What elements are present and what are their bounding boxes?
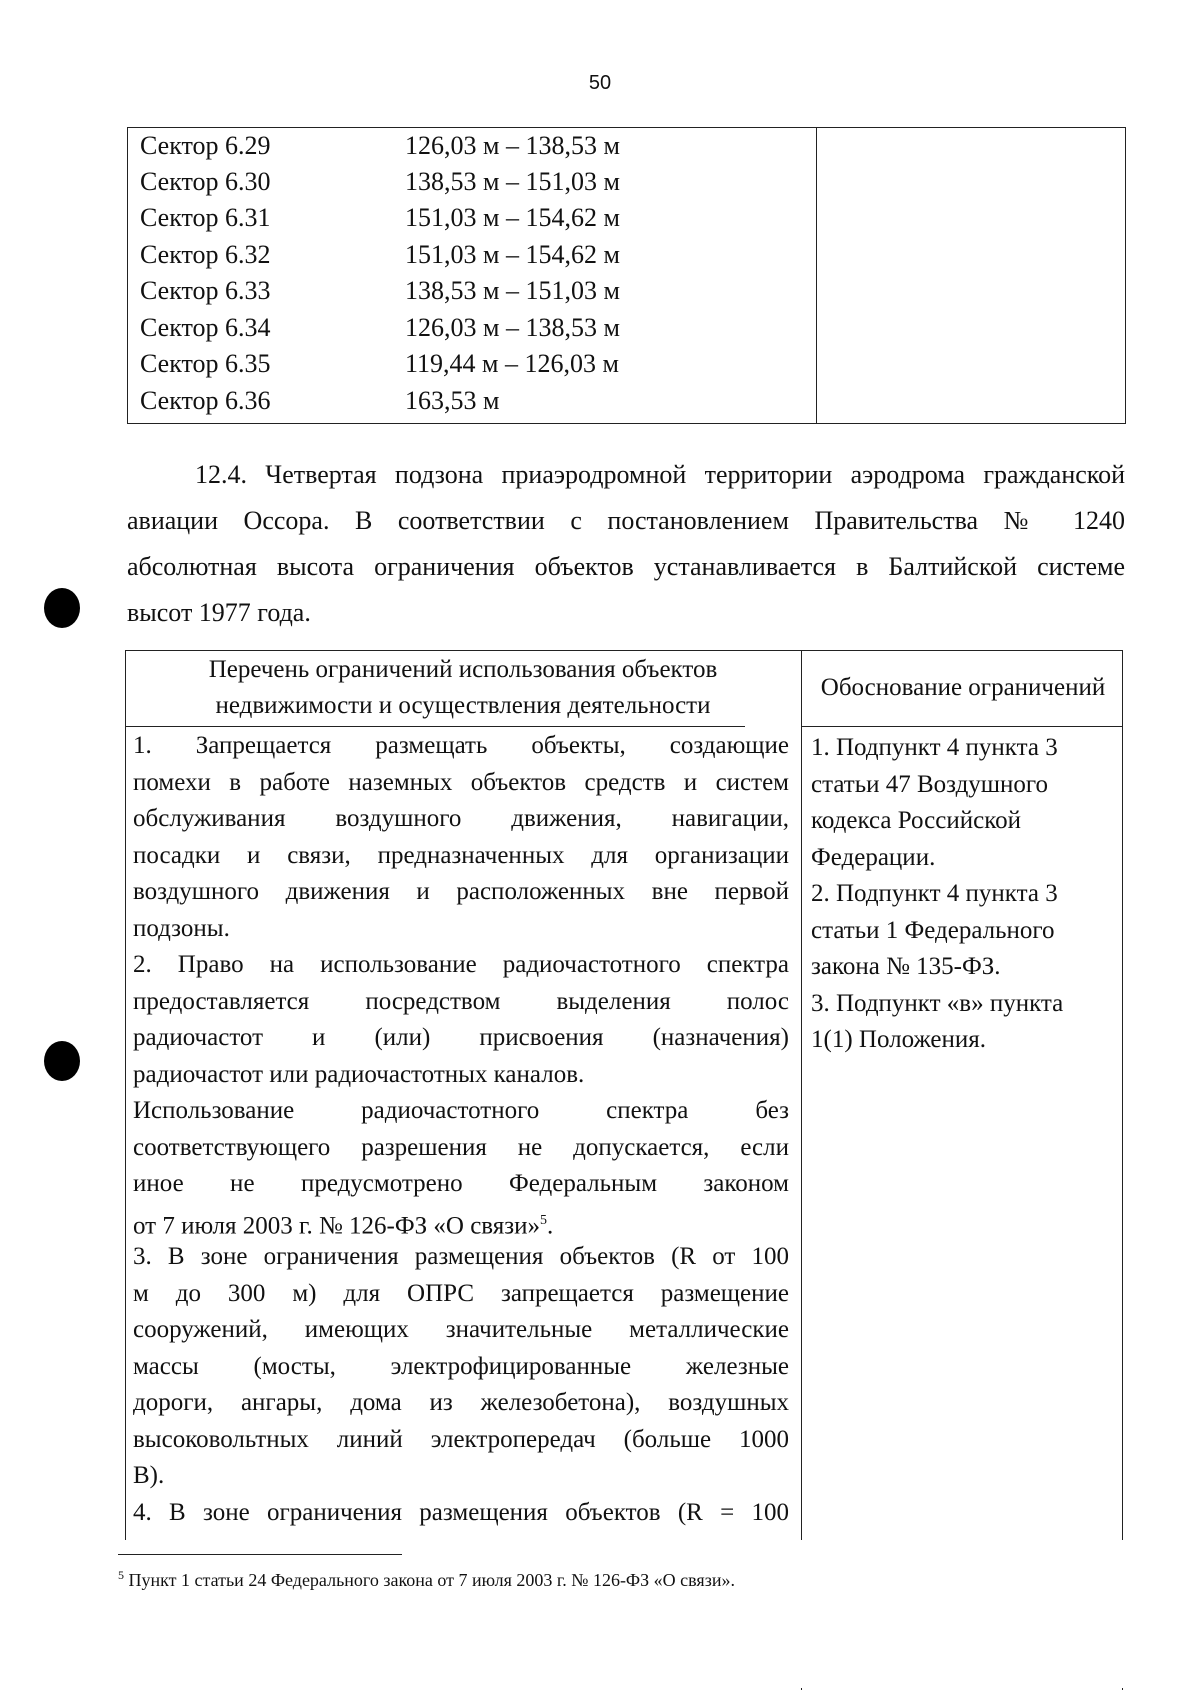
restriction-line-text: от 7 июля 2003 г. № 126-ФЗ «О связи» [133, 1211, 541, 1239]
justification-line: статьи 1 Федерального [811, 916, 1055, 944]
restriction-line: подзоны. [133, 914, 230, 942]
header-line: недвижимости и осуществления деятельности [215, 692, 711, 719]
justification-line: 1(1) Положения. [811, 1026, 987, 1053]
page-footer-area [0, 1540, 1200, 1688]
restriction-line: Использование радиочастотного спектра без [133, 1097, 789, 1124]
restrictions-table [125, 650, 1125, 1690]
sector-range: 126,03 м – 138,53 м [405, 313, 620, 342]
page-number: 50 [588, 72, 612, 94]
restriction-line: 2. Право на использование радиочастотного спектра [133, 951, 789, 978]
sector-name: Сектор 6.36 [140, 386, 271, 415]
sector-range: 138,53 м – 151,03 м [405, 167, 620, 196]
sector-name: Сектор 6.32 [140, 240, 271, 269]
restriction-line: радиочастот или радиочастотных каналов. [133, 1060, 585, 1088]
restriction-line: 3. В зоне ограничения размещения объектов (R от 100 [133, 1243, 789, 1270]
restriction-line: воздушного движения и расположенных вне первой [133, 878, 789, 905]
sector-name: Сектор 6.33 [140, 276, 271, 305]
justification-line: закона № 135-ФЗ. [811, 953, 1001, 980]
paragraph-line: высот 1977 года. [127, 598, 311, 627]
sector-range: 119,44 м – 126,03 м [405, 349, 619, 378]
justification-line: 3. Подпункт «в» пункта [811, 989, 1064, 1017]
sectors-table [127, 127, 1126, 424]
restriction-line: массы (мосты, электрофицированные железные [133, 1352, 789, 1380]
footnote-reference: 5 [540, 1212, 548, 1228]
restriction-line: помехи в работе наземных объектов средств и систем [133, 768, 789, 796]
header-line: Перечень ограничений использования объектов [208, 656, 718, 683]
justification-line: статьи 47 Воздушного [811, 770, 1049, 798]
restriction-line: сооружений, имеющих значительные металлические [133, 1316, 789, 1343]
sector-range: 151,03 м – 154,62 м [405, 203, 620, 232]
restriction-line-with-footnote: от 7 июля 2003 г. № 126-ФЗ «О связи»$^5$. [133, 1211, 554, 1239]
justification-line: Федерации. [811, 843, 936, 871]
restriction-line: обслуживания воздушного движения, навигации, [133, 805, 789, 832]
sector-range: 138,53 м – 151,03 м [405, 276, 620, 305]
section-paragraph [127, 452, 1125, 636]
restriction-line: радиочастот и (или) присвоения (назначения) [133, 1024, 789, 1051]
restriction-line: В). [133, 1462, 165, 1489]
justification-line: 2. Подпункт 4 пункта 3 [811, 880, 1058, 907]
sector-name: Сектор 6.31 [140, 203, 271, 232]
column-header-justification: Обоснование ограничений [820, 674, 1106, 701]
paragraph-line: абсолютная высота ограничения объектов устанавливается в Балтийской системе [127, 552, 1125, 581]
paragraph-line: 12.4. Четвертая подзона приаэродромной территории аэродрома гражданской [195, 460, 1125, 489]
footnote-separator [118, 1554, 402, 1555]
justification-line: кодекса Российской [811, 807, 1021, 834]
restriction-line: м до 300 м) для ОПРС запрещается размещение [133, 1279, 789, 1307]
footnote [118, 1568, 735, 1591]
sector-range: 163,53 м [405, 386, 500, 415]
sector-name: Сектор 6.35 [140, 349, 271, 378]
sector-name: Сектор 6.30 [140, 167, 271, 196]
paragraph-line: авиации Оссора. В соответствии с постановлением Правительства № 1240 [127, 506, 1125, 535]
restriction-line: 4. В зоне ограничения размещения объектов (R = 100 [133, 1498, 789, 1526]
sector-name: Сектор 6.29 [140, 131, 271, 160]
column-header-restrictions [125, 652, 801, 724]
footnote-text: Пункт 1 статьи 24 Федерального закона от 7 июля 2003 г. № 126-ФЗ «О связи». [128, 1570, 735, 1590]
sector-range: 151,03 м – 154,62 м [405, 240, 620, 269]
restriction-line: предоставляется посредством выделения полос [133, 987, 789, 1015]
sector-range: 126,03 м – 138,53 м [405, 131, 620, 160]
restriction-line: посадки и связи, предназначенных для организации [133, 841, 789, 869]
restriction-line: дороги, ангары, дома из железобетона), воздушных [133, 1389, 789, 1416]
restrictions-column [133, 728, 789, 1531]
justification-line: 1. Подпункт 4 пункта 3 [811, 734, 1058, 761]
sector-name: Сектор 6.34 [140, 313, 271, 342]
punch-hole-mark [44, 1041, 80, 1081]
restriction-line: высоковольтных линий электропередач (больше 1000 [133, 1425, 789, 1453]
table-column-divider [816, 128, 817, 423]
restriction-line: иное не предусмотрено Федеральным законом [133, 1170, 789, 1197]
restriction-line: 1. Запрещается размещать объекты, создающие [133, 732, 789, 759]
punch-hole-mark [44, 588, 80, 628]
justification-column [811, 730, 1121, 1059]
restriction-line: соответствующего разрешения не допускается, если [133, 1133, 789, 1161]
footnote-number: 5 [118, 1568, 124, 1582]
